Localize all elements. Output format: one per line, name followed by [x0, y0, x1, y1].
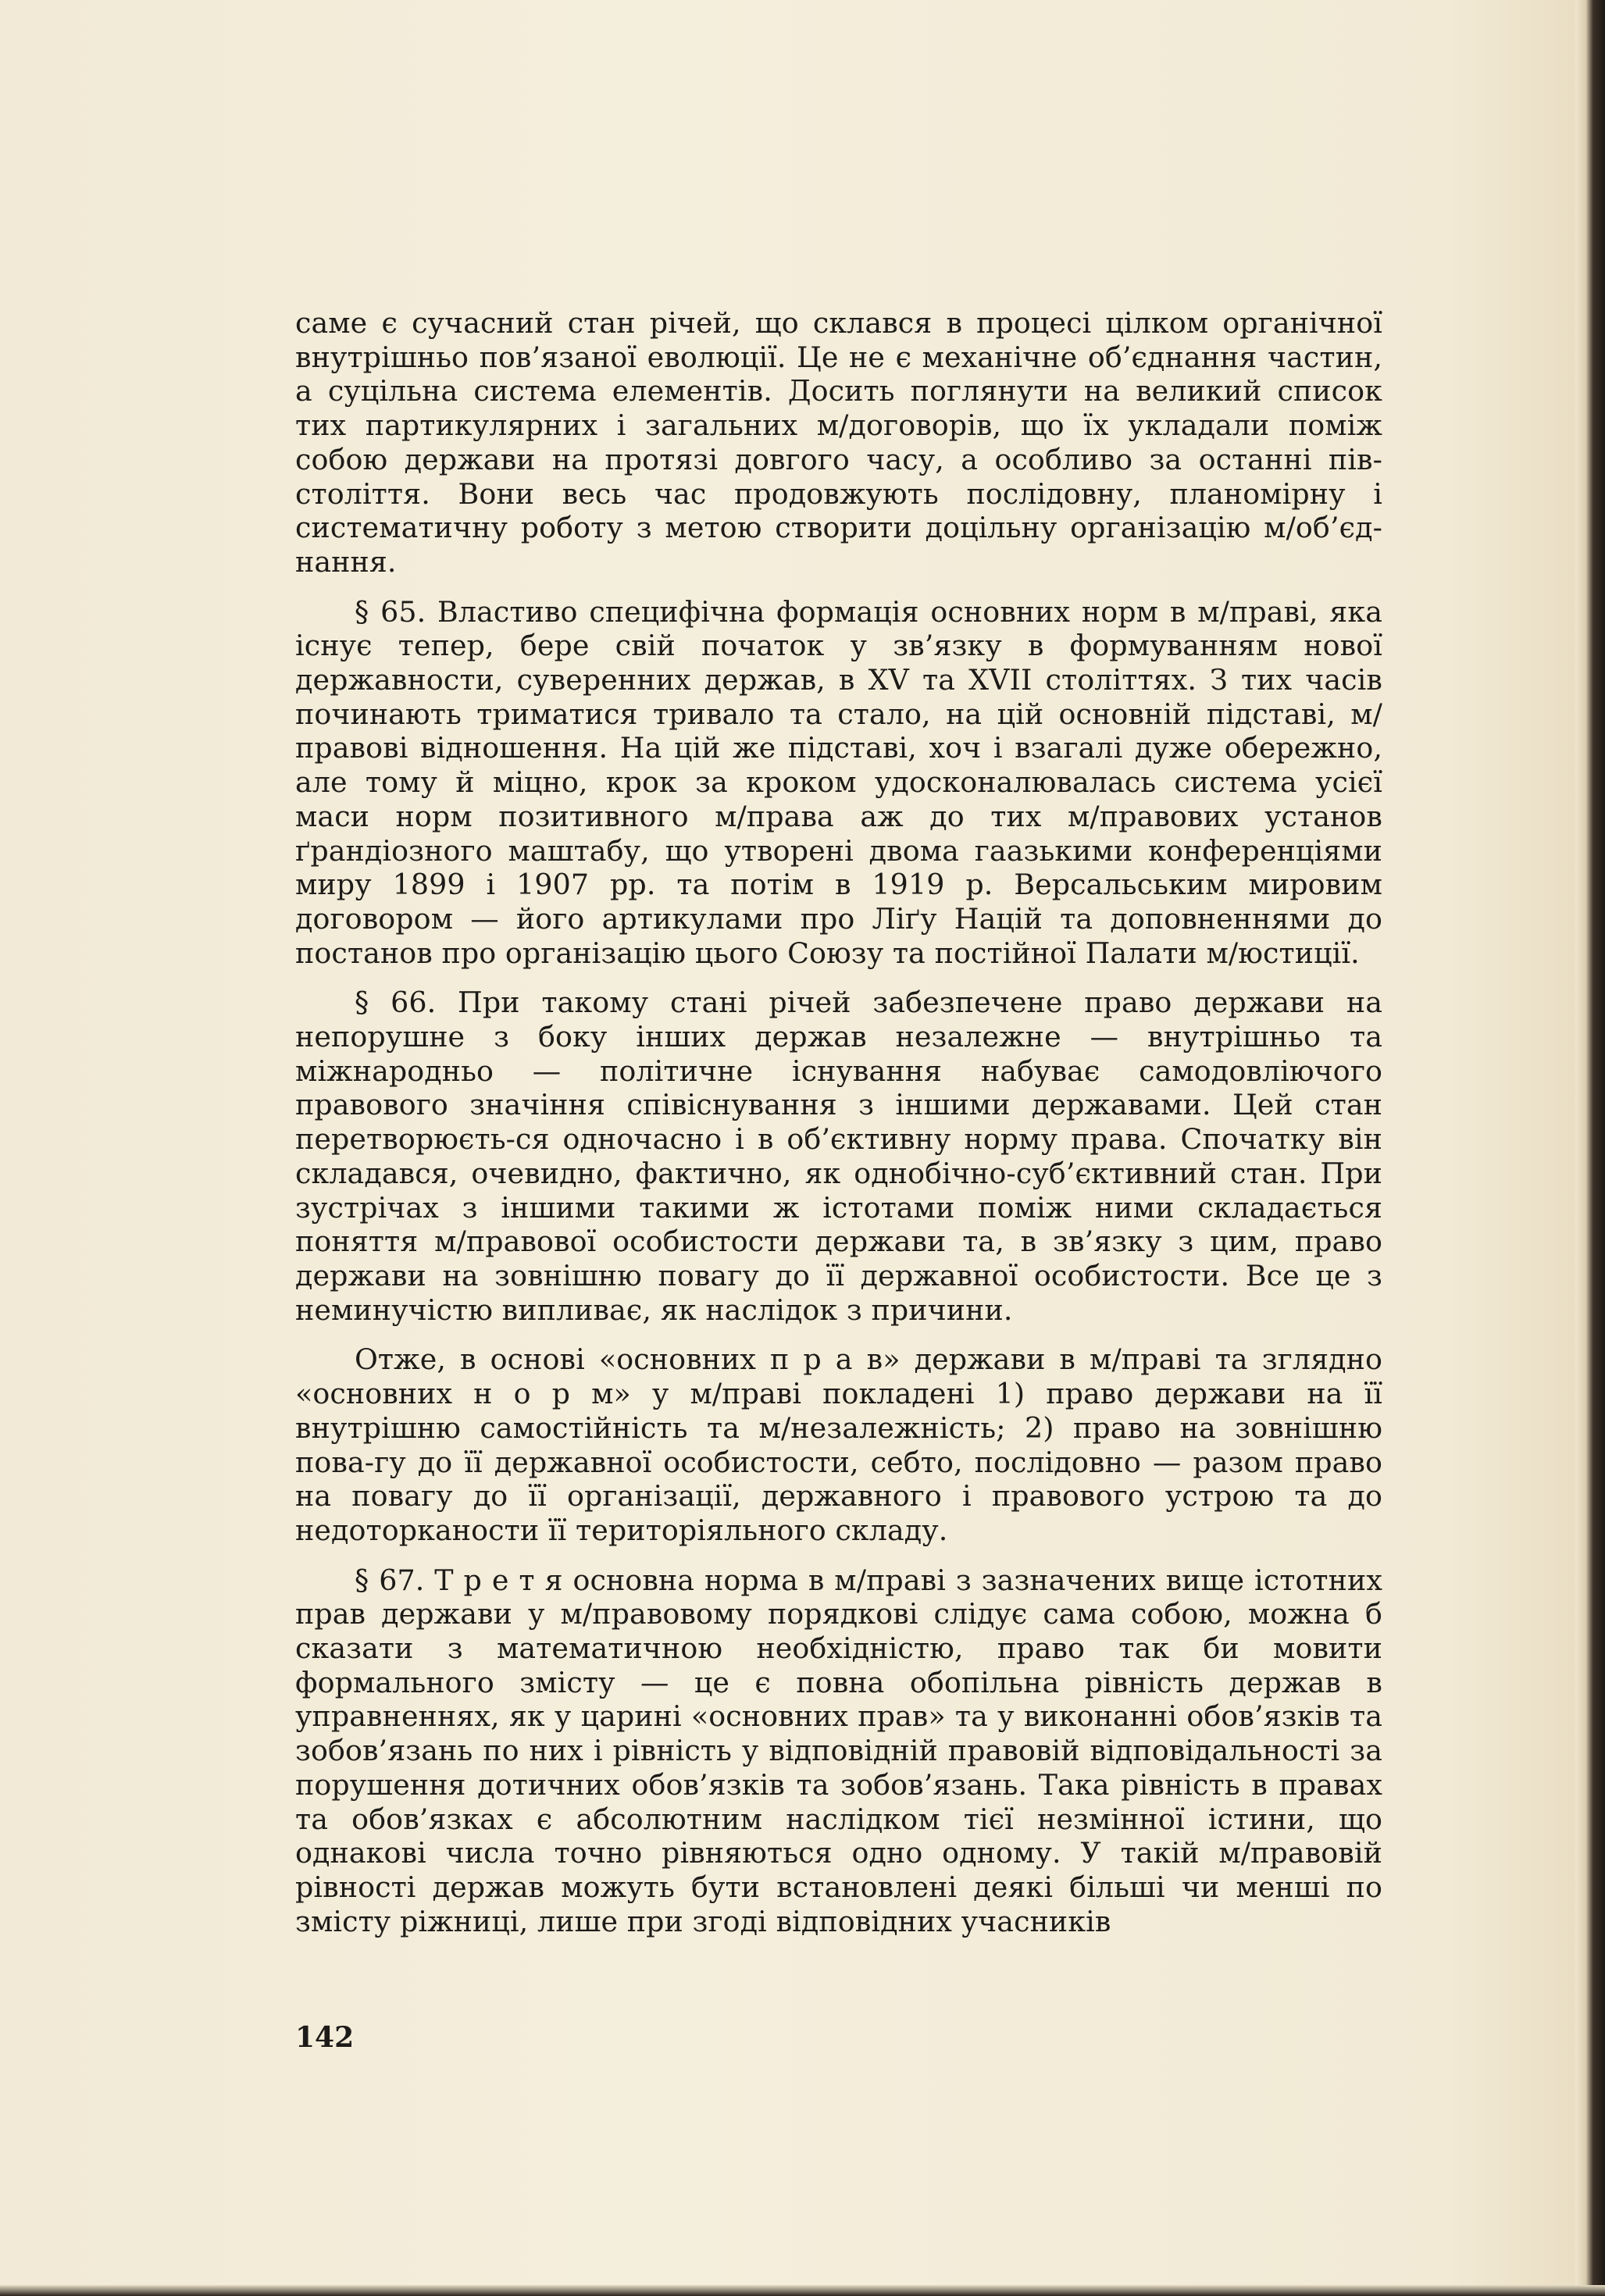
page-bottom-edge: [0, 2285, 1605, 2296]
page-number: 142: [295, 2021, 355, 2054]
paragraph-section-67: § 67. Т р е т я основна норма в м/праві з зазначених вище істотних прав держави у м/правовому порядкові слідує сама собою, можна б сказати з математичною необхідністю, право так би мовити формального змісту — це є повна обопільна рівність держав в управненнях, як у царині «основних прав» та у виконанні обов’язків та зобов’язань по них і рівність у відповідній правовій відповідальності за порушення дотичних обов’язків та зобов’язань. Така рівність в правах та обов’язках є абсолютним наслідком тієї незмінної істини, що однакові числа точно рівняються одно одному. У такій м/правовій рівності держав можуть бути встановлені деякі більші чи менші по змісту ріжниці, лише при згоді відповідних учасників: [295, 1563, 1382, 1938]
paragraph-basic-rights: Отже, в основі «основних п р а в» держави в м/праві та зглядно «основних н о р м» у м/праві покладені 1) право держави на її внутрішню самостійність та м/незалежність; 2) право на зовнішню пова-гу до її державної особистости, себто, послідовно — разом право на повагу до її організації, державного і правового устрою та до недоторканости її територіяльного складу.: [295, 1342, 1382, 1547]
page-binding-edge: [1575, 0, 1605, 2296]
body-text: [295, 306, 1382, 1954]
paragraph-section-66: § 66. При такому стані річей забезпечене право держави на непорушне з боку інших держав незалежне — внутрішньо та міжнародньо — політичне існування набуває самодовліючого правового значіння співіснування з іншими державами. Цей стан перетворюєть-ся одночасно і в об’єктивну норму права. Спочатку він складався, очевидно, фактично, як однобічно-суб’єктивний стан. При зустрічах з іншими такими ж істотами поміж ними складається поняття м/правової особистости держави та, в зв’язку з цим, право держави на зовнішню повагу до її державної особистости. Все це з неминучістю випливає, як наслідок з причини.: [295, 986, 1382, 1327]
paragraph-continuation: саме є сучасний стан річей, що склався в процесі цілком органічної внутрішньо пов’язаної еволюції. Це не є механічне об’єднання частин, а суцільна система елементів. Досить поглянути на великий список тих партикулярних і загальних м/договорів, що їх укладали поміж собою держави на протязі довгого часу, а особливо за останні пів-століття. Вони весь час продовжують послідовну, планомірну і систематичну роботу з метою створити доцільну організацію м/об’єд-нання.: [295, 306, 1382, 579]
paragraph-section-65: § 65. Властиво специфічна формація основних норм в м/праві, яка існує тепер, бере свій початок у зв’язку в формуванням нової державности, суверенних держав, в XV та XVII століттях. З тих часів починають триматися тривало та стало, на цій основній підставі, м/правові відношення. На цій же підставі, хоч і взагалі дуже обережно, але тому й міцно, крок за кроком удосконалювалась система усієї маси норм позитивного м/права аж до тих м/правових установ ґрандіозного маштабу, що утворені двома гаазькими конференціями миру 1899 і 1907 рр. та потім в 1919 р. Версальським мировим договором — його артикулами про Ліґу Націй та доповненнями до постанов про організацію цього Союзу та постійної Палати м/юстиції.: [295, 594, 1382, 970]
